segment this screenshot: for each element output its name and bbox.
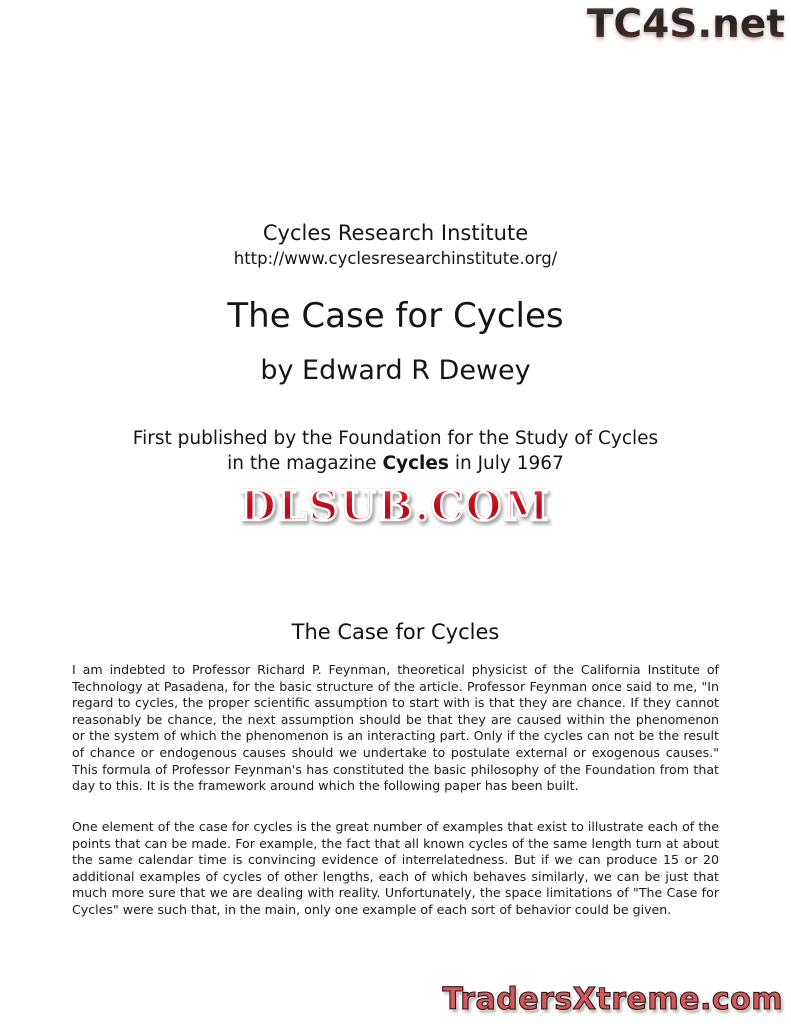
magazine-name: Cycles: [382, 452, 449, 474]
publication-note-line2-prefix: in the magazine: [227, 452, 383, 474]
publication-note-line2-suffix: in July 1967: [448, 452, 564, 474]
article-paragraph: I am indebted to Professor Richard P. Feynman, theoretical physicist of the California Institute of Technology at Pasadena, for the basic structure of the article. Professor Feynman once said to me, "In regard to cycles, the proper scientific assumption to start with is that they are chance. If they cannot reasonably be chance, the next assumption should be that they are caused within the phenomenon or the system of which the phenomenon is an interacting part. Only if the cycles can not be the result of chance or endogenous causes should we undertake to postulate external or exogenous causes." This formula of Professor Feynman's has constituted the basic philosophy of the Foundation from that day to this. It is the framework around which the following paper has been built.: [72, 662, 719, 794]
article-heading: The Case for Cycles: [291, 620, 500, 644]
document-title: The Case for Cycles: [227, 296, 564, 336]
institute-name: Cycles Research Institute: [262, 221, 529, 245]
publication-note-line1: First published by the Foundation for the Study of Cycles: [132, 428, 659, 449]
tradersxtreme-site-logo[interactable]: TradersXtreme.com: [442, 982, 783, 1017]
author-byline: by Edward R Dewey: [260, 355, 531, 386]
dlsub-banner-logo[interactable]: DLSUB.COM: [0, 482, 791, 530]
institute-url-link[interactable]: http://www.cyclesresearchinstitute.org/: [233, 249, 558, 268]
publication-note: [0, 427, 791, 476]
tc4s-site-logo[interactable]: TC4S.net: [586, 2, 785, 47]
article-paragraph: One element of the case for cycles is the great number of examples that exist to illustrate each of the points that can be made. For example, the fact that all known cycles of the same length turn at about the same calendar time is convincing evidence of interrelatedness. But if we can produce 15 or 20 additional examples of cycles of other lengths, each of which behaves similarly, we can be just that much more sure that we are dealing with reality. Unfortunately, the space limitations of "The Case for Cycles" were such that, in the main, only one example of each sort of behavior could be given.: [72, 819, 719, 917]
